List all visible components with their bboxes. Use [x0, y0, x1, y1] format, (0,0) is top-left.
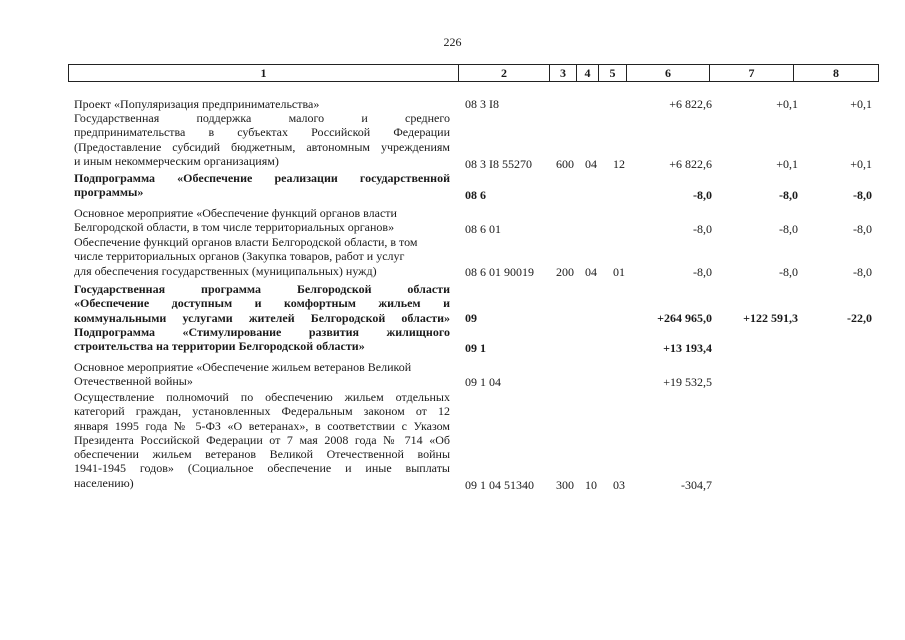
row-name-line: Государственная поддержка малого и среднего — [74, 111, 450, 125]
row-value-col6: +264 965,0 — [657, 311, 712, 325]
row-name — [74, 360, 450, 389]
row-value-col6: +13 193,4 — [663, 341, 712, 355]
row-value-col7: -8,0 — [779, 265, 798, 279]
row-name — [74, 390, 450, 490]
row-name-line: (Предоставление субсидий бюджетным, автономным учреждениям — [74, 139, 450, 154]
row-value-col5: 03 — [613, 478, 625, 492]
page-number: 226 — [443, 35, 462, 49]
row-name-line: Президента Российской Федерации от 7 мая 2008 года № 714 «Об — [74, 432, 450, 447]
header-col-5: 5 — [599, 65, 627, 82]
row-value-col6: -8,0 — [693, 188, 712, 202]
row-name-line: числе территориальных органов (Закупка товаров, работ и услуг — [74, 249, 405, 264]
row-name-line: Подпрограмма «Стимулирование развития жилищного — [74, 325, 450, 339]
row-name-line: Белгородской области, в том числе территориальных органов» — [74, 220, 395, 235]
header-col-1: 1 — [69, 65, 459, 82]
row-code: 09 1 04 51340 — [465, 478, 534, 492]
row-value-col6: +6 822,6 — [669, 157, 712, 171]
row-code: 09 1 04 — [465, 375, 501, 389]
row-name-line: коммунальными услугами жителей Белгородской области» — [74, 310, 450, 325]
row-name-line: «Обеспечение доступным и комфортным жильем и — [74, 296, 450, 311]
row-value-col8: -8,0 — [853, 188, 872, 202]
row-name-line: Отечественной войны» — [74, 374, 193, 389]
table-header — [68, 64, 879, 82]
row-name-line: Основное мероприятие «Обеспечение жильем ветеранов Великой — [74, 360, 412, 374]
row-name — [74, 97, 450, 111]
row-name-line: обеспечении жильем ветеранов Великой Отечественной войны — [74, 447, 450, 462]
row-name-line: Основное мероприятие «Обеспечение функций органов власти — [74, 206, 397, 220]
row-value-col8: -8,0 — [853, 222, 872, 236]
row-code: 08 6 01 — [465, 222, 501, 236]
row-name-line: Обеспечение функций органов власти Белгородской области, в том — [74, 235, 418, 249]
row-value-col7: -8,0 — [779, 188, 798, 202]
row-name-line: для обеспечения государственных (муниципальных) нужд) — [74, 263, 377, 278]
row-value-col4: 04 — [585, 265, 597, 279]
header-col-7: 7 — [710, 65, 794, 82]
row-value-col5: 01 — [613, 265, 625, 279]
row-value-col7: +0,1 — [776, 97, 798, 111]
row-code: 08 6 — [465, 188, 486, 202]
row-value-col7: +122 591,3 — [743, 311, 798, 325]
row-code: 09 — [465, 311, 477, 325]
row-value-col3: 600 — [556, 157, 574, 171]
row-value-col6: +19 532,5 — [663, 375, 712, 389]
row-value-col8: +0,1 — [850, 97, 872, 111]
row-code: 09 1 — [465, 341, 486, 355]
row-name-line: Проект «Популяризация предпринимательства» — [74, 97, 320, 111]
row-name-line: населению) — [74, 475, 134, 490]
row-value-col3: 200 — [556, 265, 574, 279]
row-name — [74, 206, 450, 235]
row-name-line: строительства на территории Белгородской области» — [74, 339, 365, 354]
row-value-col6: -304,7 — [681, 478, 712, 492]
row-value-col6: -8,0 — [693, 222, 712, 236]
row-value-col8: -8,0 — [853, 265, 872, 279]
row-name-line: программы» — [74, 185, 144, 200]
header-col-6: 6 — [627, 65, 710, 82]
row-value-col4: 10 — [585, 478, 597, 492]
row-name-line: предпринимательства в субъектах Российской Федерации — [74, 125, 450, 140]
header-col-3: 3 — [550, 65, 577, 82]
row-name — [74, 325, 450, 354]
row-name — [74, 171, 450, 200]
row-name-line: Осуществление полномочий по обеспечению жильем отдельных — [74, 390, 450, 404]
row-code: 08 3 I8 55270 — [465, 157, 532, 171]
row-name — [74, 111, 450, 168]
row-name-line: и иным некоммерческим организациям) — [74, 153, 279, 168]
row-name — [74, 282, 450, 325]
row-value-col5: 12 — [613, 157, 625, 171]
row-value-col6: +6 822,6 — [669, 97, 712, 111]
row-value-col8: -22,0 — [847, 311, 872, 325]
row-name-line: Государственная программа Белгородской области — [74, 282, 450, 296]
header-col-4: 4 — [577, 65, 599, 82]
row-value-col6: -8,0 — [693, 265, 712, 279]
row-name — [74, 235, 450, 278]
row-name-line: Подпрограмма «Обеспечение реализации государственной — [74, 171, 450, 185]
row-value-col3: 300 — [556, 478, 574, 492]
row-code: 08 3 I8 — [465, 97, 499, 111]
row-value-col8: +0,1 — [850, 157, 872, 171]
header-col-2: 2 — [459, 65, 550, 82]
header-col-8: 8 — [794, 65, 879, 82]
row-value-col4: 04 — [585, 157, 597, 171]
row-value-col7: -8,0 — [779, 222, 798, 236]
row-name-line: января 1995 года № 5-ФЗ «О ветеранах», в соответствии с Указом — [74, 418, 450, 433]
row-code: 08 6 01 90019 — [465, 265, 534, 279]
row-name-line: категорий граждан, установленных Федеральным законом от 12 — [74, 404, 450, 419]
row-value-col7: +0,1 — [776, 157, 798, 171]
row-name-line: 1941-1945 годов» (Социальное обеспечение и иные выплаты — [74, 461, 450, 476]
